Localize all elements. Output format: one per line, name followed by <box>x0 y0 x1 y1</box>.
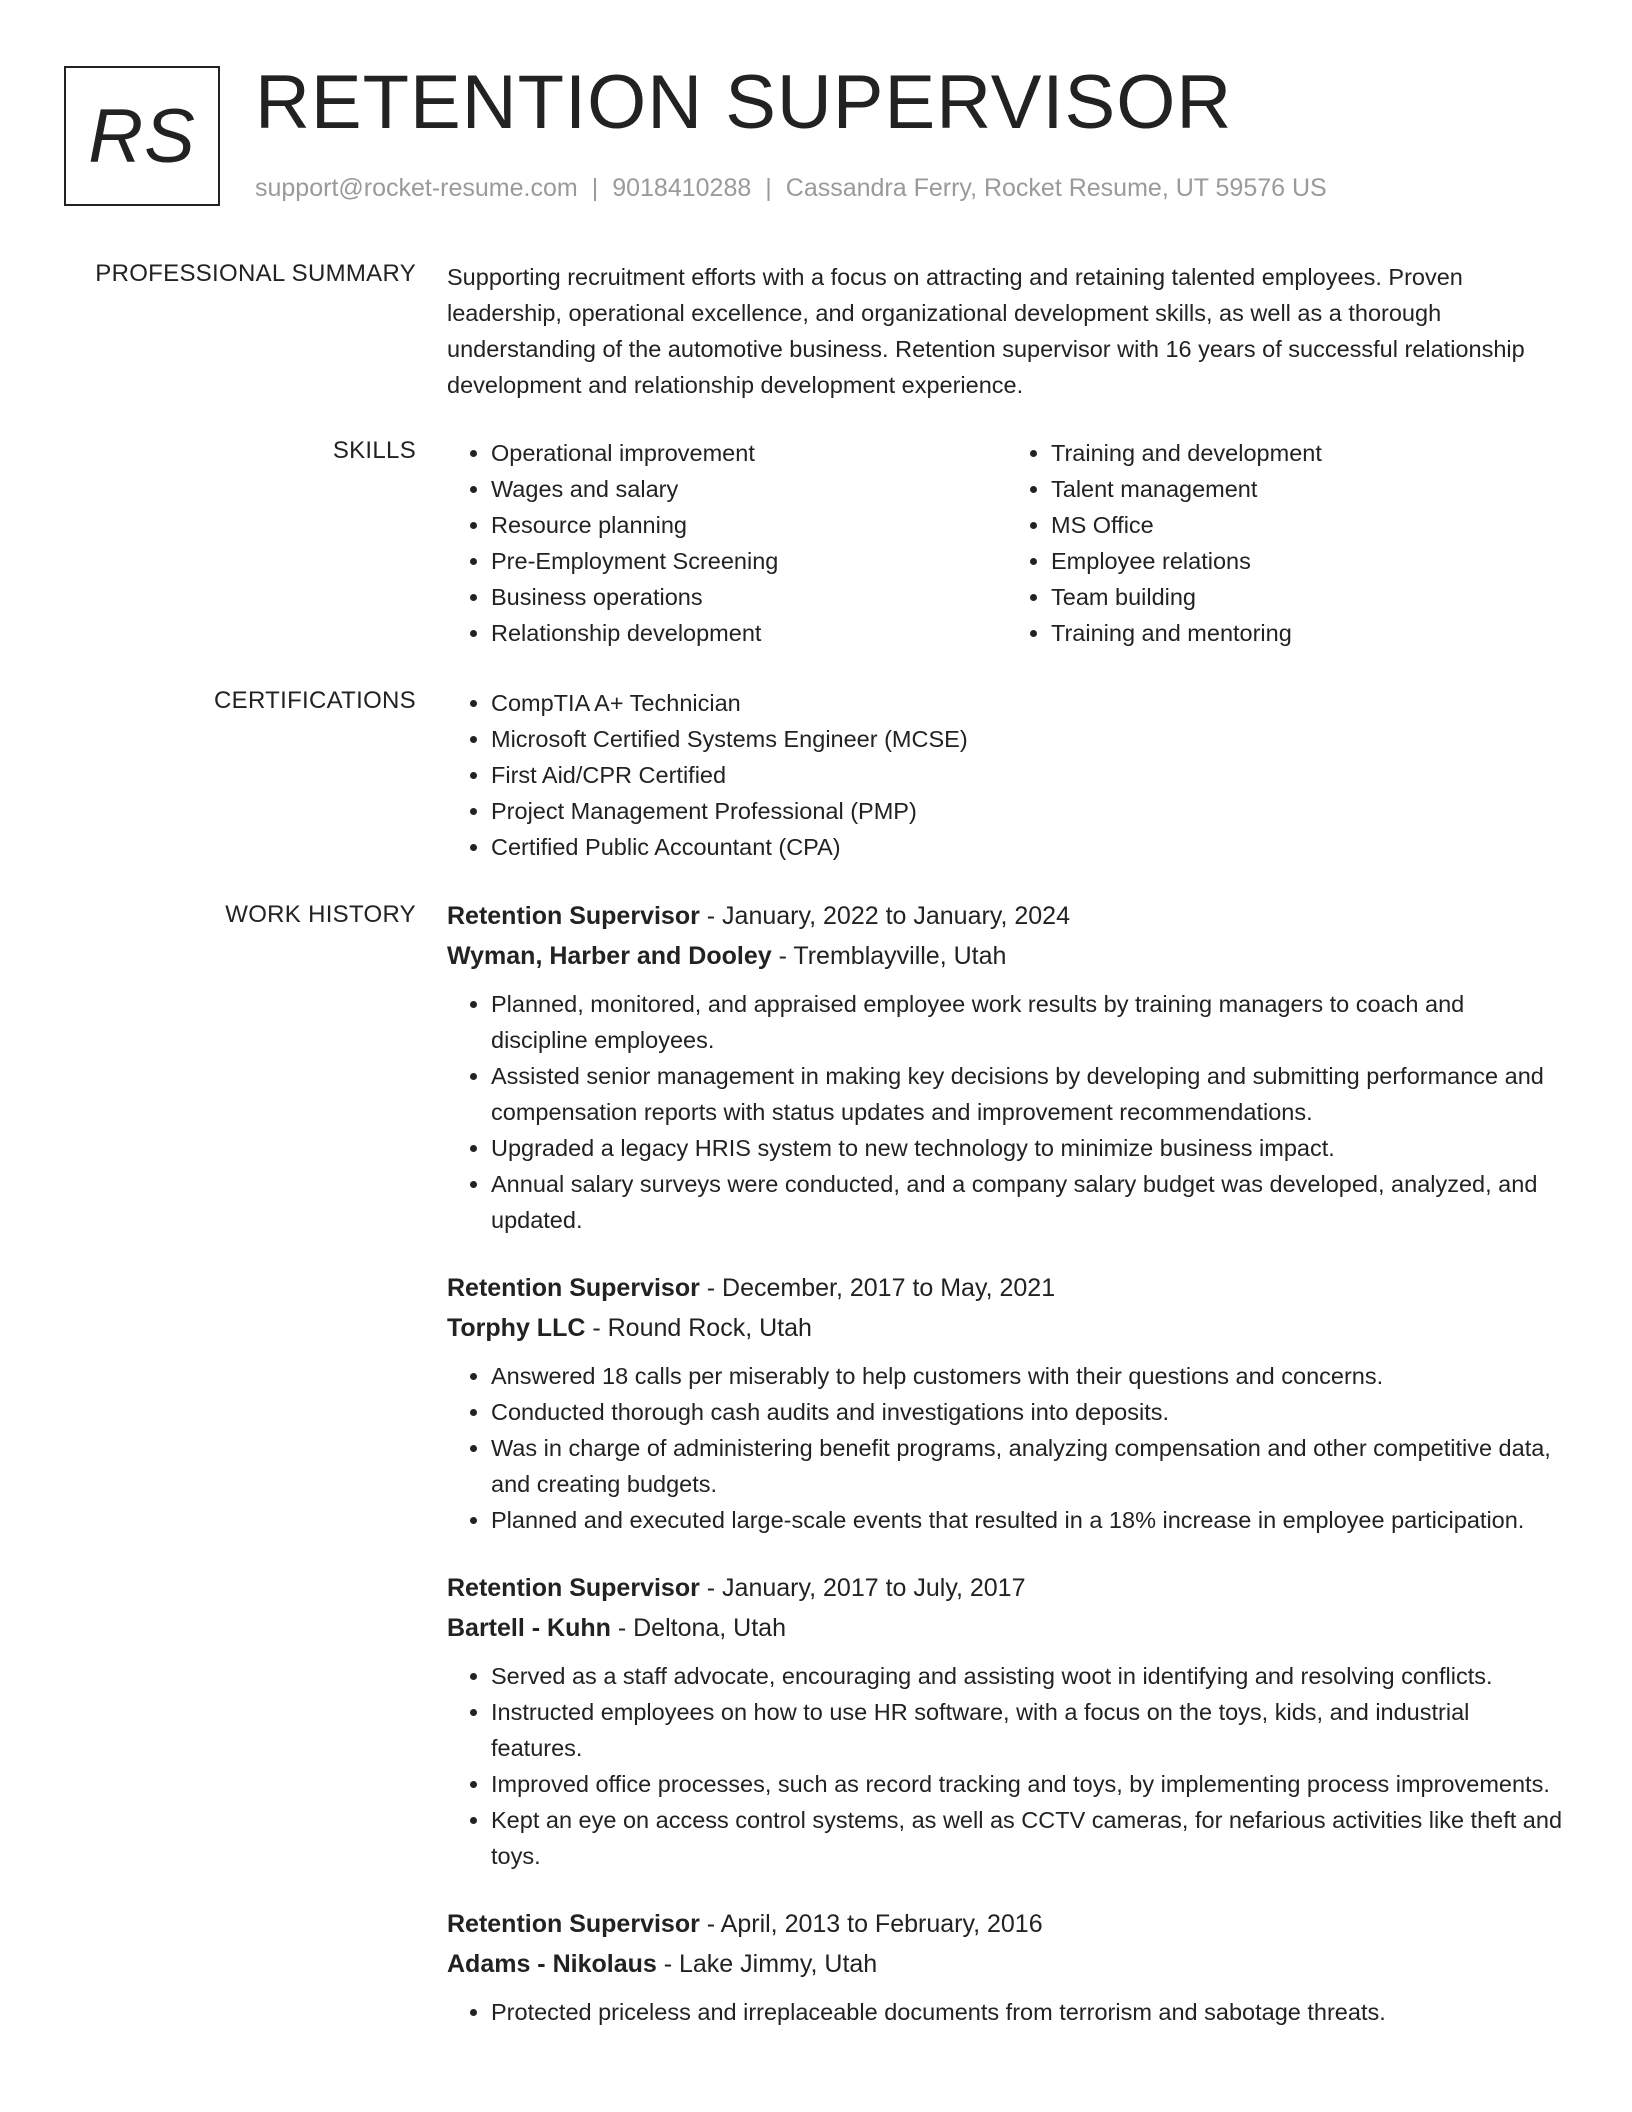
job-dates: - January, 2022 to January, 2024 <box>699 902 1070 930</box>
certifications-list <box>447 685 1567 865</box>
work-history-section <box>447 896 1567 2060</box>
job-location: - Tremblayville, Utah <box>771 942 1007 970</box>
job-bullet: • Annual salary surveys were conducted, and a company salary budget was developed, analyzed, and updated. <box>491 1166 1567 1238</box>
contact-address: Cassandra Ferry, Rocket Resume, UT 59576 US <box>785 174 1327 202</box>
job-entry <box>447 1568 1567 1874</box>
contact-separator: | <box>591 174 599 202</box>
job-bullets <box>447 1994 1567 2030</box>
job-dates: - January, 2017 to July, 2017 <box>699 1574 1026 1602</box>
job-bullet: • Was in charge of administering benefit programs, analyzing compensation and other competitive data, and creating budgets. <box>491 1430 1567 1502</box>
job-entry <box>447 1268 1567 1538</box>
job-company: Torphy LLC <box>447 1314 586 1342</box>
job-location: - Deltona, Utah <box>610 1614 786 1642</box>
skill-item: • Business operations <box>491 579 1007 615</box>
skill-item: • Training and mentoring <box>1051 615 1567 651</box>
job-location: - Lake Jimmy, Utah <box>656 1950 878 1978</box>
job-entry <box>447 896 1567 1238</box>
certification-item: • CompTIA A+ Technician <box>491 685 1567 721</box>
job-bullet: • Served as a staff advocate, encouraging and assisting woot in identifying and resolving conflicts. <box>491 1658 1567 1694</box>
contact-phone: 9018410288 <box>612 174 752 202</box>
certification-item: • Microsoft Certified Systems Engineer (MCSE) <box>491 721 1567 757</box>
job-company-line <box>447 936 1567 976</box>
job-title: Retention Supervisor <box>447 902 700 930</box>
skill-item: • Pre-Employment Screening <box>491 543 1007 579</box>
job-company: Wyman, Harber and Dooley <box>447 942 772 970</box>
job-bullet: • Instructed employees on how to use HR software, with a focus on the toys, kids, and industrial features. <box>491 1694 1567 1766</box>
job-bullet: • Protected priceless and irreplaceable documents from terrorism and sabotage threats. <box>491 1994 1567 2030</box>
job-bullets <box>447 1358 1567 1538</box>
skills-grid <box>447 435 1567 651</box>
job-company: Adams - Nikolaus <box>447 1950 657 1978</box>
job-bullet: • Conducted thorough cash audits and investigations into deposits. <box>491 1394 1567 1430</box>
job-dates: - December, 2017 to May, 2021 <box>699 1274 1056 1302</box>
skill-item: • Resource planning <box>491 507 1007 543</box>
contact-line <box>255 174 1327 203</box>
contact-separator: | <box>765 174 772 202</box>
skill-item: • Wages and salary <box>491 471 1007 507</box>
skills-section <box>447 435 1567 651</box>
job-company: Bartell - Kuhn <box>447 1614 611 1642</box>
job-bullet: • Planned and executed large-scale events that resulted in a 18% increase in employee participation. <box>491 1502 1567 1538</box>
job-bullet: • Answered 18 calls per miserably to help customers with their questions and concerns. <box>491 1358 1567 1394</box>
job-bullets <box>447 1658 1567 1874</box>
job-title-line <box>447 1268 1567 1308</box>
skill-item: • Operational improvement <box>491 435 1007 471</box>
job-bullet: • Kept an eye on access control systems, as well as CCTV cameras, for nefarious activities like theft and toys. <box>491 1802 1567 1874</box>
job-dates: - April, 2013 to February, 2016 <box>699 1910 1043 1938</box>
skill-item: • Team building <box>1051 579 1567 615</box>
certifications-section <box>447 685 1567 865</box>
job-title-line <box>447 1904 1567 1944</box>
skill-item: • Talent management <box>1051 471 1567 507</box>
job-company-line <box>447 1944 1567 1984</box>
skill-item: • Training and development <box>1051 435 1567 471</box>
job-bullet: • Improved office processes, such as record tracking and toys, by implementing process improvements. <box>491 1766 1567 1802</box>
job-title: Retention Supervisor <box>447 1274 700 1302</box>
job-title-line <box>447 1568 1567 1608</box>
section-label-summary: PROFESSIONAL SUMMARY <box>95 260 416 287</box>
job-entry <box>447 1904 1567 2030</box>
skills-list-right <box>1007 435 1567 651</box>
job-company-line <box>447 1608 1567 1648</box>
certification-item: • Certified Public Accountant (CPA) <box>491 829 1567 865</box>
skills-list-left <box>447 435 1007 651</box>
section-label-certifications: CERTIFICATIONS <box>214 687 416 714</box>
job-bullet: • Assisted senior management in making key decisions by developing and submitting performance and compensation reports with status updates and improvement recommendations. <box>491 1058 1567 1130</box>
job-title: Retention Supervisor <box>447 1910 700 1938</box>
certification-item: • Project Management Professional (PMP) <box>491 793 1567 829</box>
skill-item: • Employee relations <box>1051 543 1567 579</box>
resume-name: RETENTION SUPERVISOR <box>255 60 1233 145</box>
skill-item: • MS Office <box>1051 507 1567 543</box>
job-title-line <box>447 896 1567 936</box>
summary-section <box>447 259 1567 403</box>
job-title: Retention Supervisor <box>447 1574 700 1602</box>
section-label-skills: SKILLS <box>332 437 416 464</box>
job-company-line <box>447 1308 1567 1348</box>
job-bullet: • Upgraded a legacy HRIS system to new technology to minimize business impact. <box>491 1130 1567 1166</box>
job-bullets <box>447 986 1567 1238</box>
summary-text: Supporting recruitment efforts with a focus on attracting and retaining talented employees. Proven leadership, operational excellence, and organizational development skills, as well as a thorough understanding of the automotive business. Retention supervisor with 16 years of successful relationship development and relationship development experience. <box>447 264 1525 398</box>
job-location: - Round Rock, Utah <box>585 1314 812 1342</box>
skill-item: • Relationship development <box>491 615 1007 651</box>
job-bullet: • Planned, monitored, and appraised employee work results by training managers to coach and discipline employees. <box>491 986 1567 1058</box>
monogram-text: RS <box>88 93 196 179</box>
contact-email: support@rocket-resume.com <box>255 174 578 202</box>
monogram-badge <box>64 66 220 206</box>
section-label-work-history: WORK HISTORY <box>225 901 416 928</box>
certification-item: • First Aid/CPR Certified <box>491 757 1567 793</box>
